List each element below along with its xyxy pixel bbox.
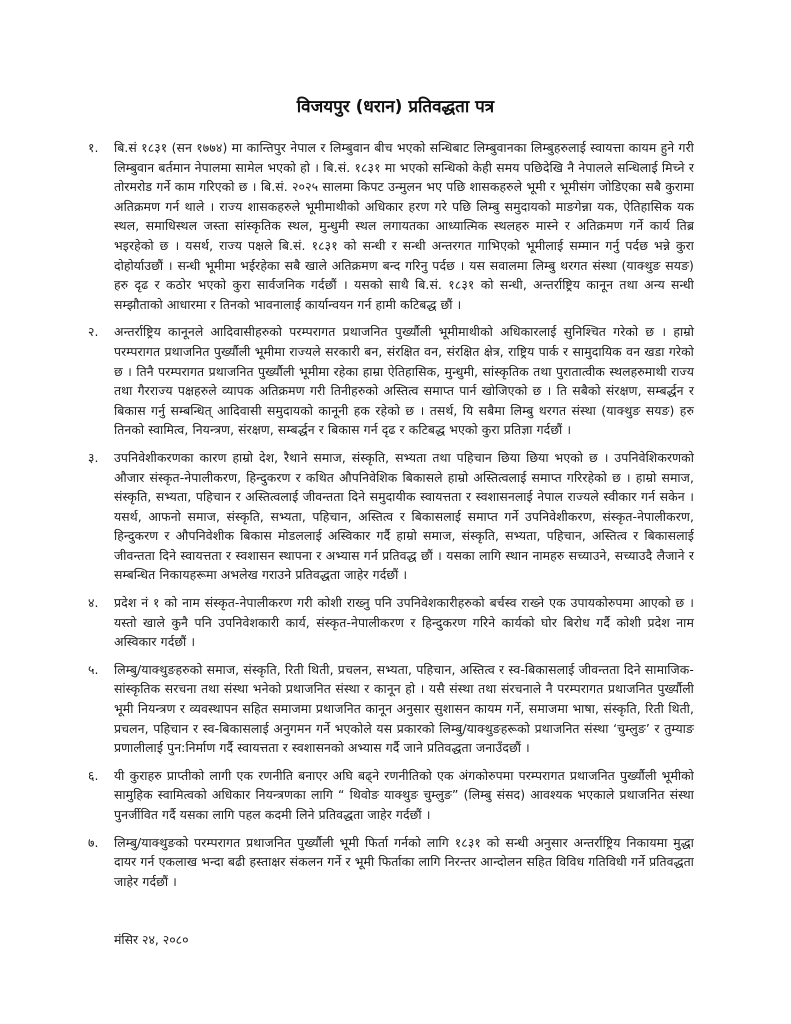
item-text: यी कुराहरु प्राप्तीको लागी एक रणनीति बनाएर अघि बढ्ने रणनीतिको एक अंगकोरुपमा परम्परागत प्रथाजनित पुर्ख्यौली भूमीको सामुहिक स्वामित्वको अधिकार नियन्त्रणका लागि “ थिवोङ याक्थुङ चुम्लुङ” (लिम्बु संसद) आवश्यक भएकाले प्रथाजनित संस्था पुनर्जीवित गर्दै यसका लागि पहल कदमी लिने प्रतिवद्धता जाहेर गर्दछौं ।: [114, 767, 694, 822]
item-number: २.: [88, 324, 99, 340]
commitment-item-7: [88, 833, 694, 892]
item-number: १.: [88, 140, 99, 155]
document-date: मंसिर २४, २०८०: [114, 932, 189, 947]
item-text: अन्तर्राष्ट्रिय कानूनले आदिवासीहरुको परम्परागत प्रथाजनित पुर्ख्यौली भूमीमाथीको अधिकारलाई सुनिश्चित गरेको छ । हाम्रो परम्परागत प्रथाजनित पुर्ख्यौली भूमीमा राज्यले सरकारी बन, संरक्षित वन, संरक्षित क्षेत्र, राष्ट्रिय पार्क र सामुदायिक वन खडा गरेको छ । तिनै परम्परागत प्रथाजनित पुर्ख्यौली भूमीमा रहेका हाम्रा ऐतिहासिक, मुन्धुमी, सांस्कृतिक तथा पुरातात्वीक स्थलहरुमाथी राज्य तथा गैरराज्य पक्षहरुले व्यापक अतिक्रमण गरी तिनीहरुको अस्तित्व समाप्त पार्न खोजिएको छ । ति सबैको संरक्षण, सम्बर्द्धन र बिकास गर्नु सम्बन्धित् आदिवासी समुदायको कानूनी हक रहेको छ । तसर्थ, यि सबैमा लिम्बु थरगत संस्था (याक्थुङ सयङ) हरु तिनको स्वामित्व, नियन्त्रण, संरक्षण, सम्बर्द्धन र बिकास गर्न दृढ र कटिबद्ध भएको कुरा प्रतिज्ञा गर्दछौं ।: [114, 324, 694, 438]
item-number: ७.: [88, 834, 99, 850]
commitment-item-1: [88, 138, 694, 314]
item-text: लिम्बु/याक्थुङहरुको समाज, संस्कृति, रिती थिती, प्रचलन, सभ्यता, पहिचान, अस्तित्व र स्व-बिकासलाई जीवन्तता दिने सामाजिक-सांस्कृतिक सरचना तथा संस्था भनेको प्रथाजनित संस्था र कानून हो । यसै संस्था तथा संरचनाले नै परम्परागत प्रथाजनित पुर्ख्यौली भूमी नियन्त्रण र व्यवस्थापन सहित समाजमा प्रथाजनित कानून अनुसार सुशासन कायम गर्ने, समाजमा भाषा, संस्कृति, रिती थिती, प्रचलन, पहिचान र स्व-बिकासलाई अनुगमन गर्ने भएकोले यस प्रकारको लिम्बु/याक्थुङहरूको प्रथाजनित संस्था ‘चुम्लुङ’ र तुम्याङ प्रणालीलाई पुन:निर्माण गर्दै स्वायत्तता र स्वशासनको अभ्यास गर्दै जाने प्रतिवद्धता जनाउँदछौं ।: [114, 661, 694, 756]
item-text: बि.सं १८३१ (सन १७७४) मा कान्तिपुर नेपाल र लिम्बुवान बीच भएको सन्धिबाट लिम्बुवानका लिम्बुहरुलाई स्वायत्ता कायम हुने गरी लिम्बुवान बर्तमान नेपालमा सामेल भएको हो । बि.सं. १८३१ मा भएको सन्धिको केही समय पछिदेखि नै नेपालले सन्धिलाई मिच्ने र तोरमरोड गर्ने काम गरिएको छ । बि.सं. २०२५ सालमा किपट उन्मुलन भए पछि शासकहरुले भूमी र भूमीसंग जोडिएका सबै कुरामा अतिक्रमण गर्न थाले । राज्य शासकहरुले भूमीमाथीको अधिकार हरण गरे पछि लिम्बु समुदायको माङगेन्ना यक, ऐतिहासिक यक स्थल, समाधिस्थल जस्ता सांस्कृतिक स्थल, मुन्धुमी स्थल लगायतका आध्यात्मिक स्थलहरु मास्ने र अतिक्रमण गर्ने कार्य तिब्र भइरहेको छ । यसर्थ, राज्य पक्षले बि.सं. १८३१ को सन्धी र सन्धी अन्तरगत गाभिएको भूमीलाई सम्मान गर्नु पर्दछ भन्ने कुरा दोहोर्याउछौं । सन्धी भूमीमा भईरहेका सबै खाले अतिक्रमण बन्द गरिनु पर्दछ । यस सवालमा लिम्बु थरगत संस्था (याक्थुङ सयङ) हरु दृढ र कठोर भएको कुरा सार्वजनिक गर्दछौं । यसको साथै बि.सं. १८३१ को सन्धी, अन्तर्राष्ट्रिय कानून तथा अन्य सन्धी सम्झौताको आधारमा र तिनको भावनालाई कार्यान्वयन गर्न हामी कटिबद्ध छौं ।: [114, 140, 694, 312]
item-number: ३.: [88, 449, 99, 465]
commitment-item-6: [88, 766, 694, 825]
commitment-item-4: [88, 593, 694, 652]
item-text: उपनिवेशीकरणका कारण हाम्रो देश, रैथाने समाज, संस्कृति, सभ्यता तथा पहिचान छिया छिया भएको छ । उपनिवेशिकरणको औजार संस्कृत-नेपालीकरण, हिन्दुकरण र कथित औपनिवेशिक बिकासले हाम्रो अस्तित्वलाई समाप्त गरिरहेको छ । हाम्रो समाज, संस्कृति, सभ्यता, पहिचान र अस्तित्वलाई जीवन्तता दिने समुदायीक स्वायत्तता र स्वशासनलाई नेपाल राज्यले स्वीकार गर्न सकेन । यसर्थ, आफनो समाज, संस्कृति, सभ्यता, पहिचान, अस्तित्व र बिकासलाई समाप्त गर्ने उपनिवेशीकरण, संस्कृत-नेपालीकरण, हिन्दुकरण र औपनिवेशीक बिकास मोडललाई अस्विकार गर्दै हाम्रो समाज, संस्कृति, सभ्यता, पहिचान, अस्तित्व र बिकासलाई जीवन्तता दिने स्वायत्तता र स्वशासन स्थापना र अभ्यास गर्न प्रतिवद्ध छौं । यसका लागि स्थान नामहरु सच्याउने, सच्याउदै लैजाने र सम्बन्धित निकायहरूमा अभलेख गराउने प्रतिवद्धता जाहेर गर्दछौं ।: [114, 449, 694, 583]
item-number: ५.: [88, 661, 99, 677]
item-number: ४.: [88, 595, 99, 611]
commitment-list: [88, 138, 694, 899]
commitment-item-2: [88, 322, 694, 440]
commitment-item-5: [88, 660, 694, 758]
item-text: प्रदेश नं १ को नाम संस्कृत-नेपालीकरण गरी कोशी राख्नु पनि उपनिवेशकारीहरुको बर्चस्व राख्ने एक उपायकोरुपमा आएको छ । यस्तो खाले कुनै पनि उपनिवेशकारी कार्य, संस्कृत-नेपालीकरण र हिन्दुकरण गरिने कार्यको घोर बिरोध गर्दै कोशी प्रदेश नाम अस्विकार गर्दछौं ।: [114, 595, 694, 650]
document-title: विजयपुर (धरान) प्रतिवद्धता पत्र: [296, 97, 495, 117]
item-number: ६.: [88, 767, 99, 783]
commitment-item-3: [88, 448, 694, 585]
item-text: लिम्बु/याक्थुङको परम्परागत प्रथाजनित पुर्ख्यौली भूमी फिर्ता गर्नको लागि १८३१ को सन्धी अनुसार अन्तर्राष्ट्रिय निकायमा मुद्धा दायर गर्न एकलाख भन्दा बढी हस्ताक्षर संकलन गर्ने र भूमी फिर्ताका लागि निरन्तर आन्दोलन सहित विविध गतिविधी गर्ने प्रतिवद्धता जाहेर गर्दछौं ।: [114, 834, 694, 889]
